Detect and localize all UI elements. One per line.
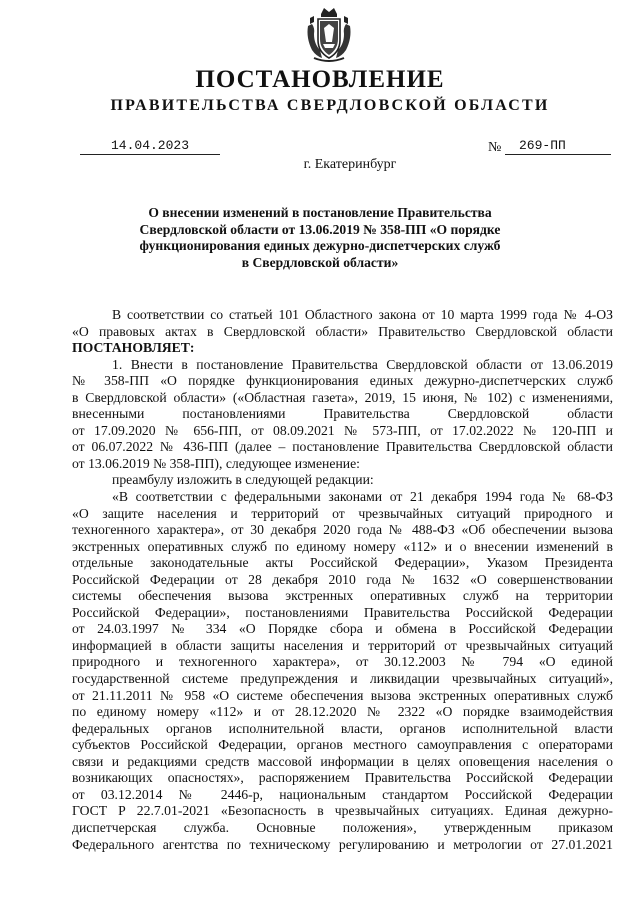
body-text-line: от 13.06.2019 № 358-ПП), следующее изменение: <box>72 455 360 471</box>
body-text-line: федеральных органов исполнительной власти, органов исполнительной власти <box>72 720 613 736</box>
document-date: 14.04.2023 <box>80 138 220 155</box>
body-text-line: от 24.03.1997 № 334 «О Порядке сбора и обмена в Российской Федерации <box>72 621 613 637</box>
body-text-line: Российской Федерации от 28 декабря 2010 года № 1632 «О совершенствовании <box>72 571 613 587</box>
body-text-line: связи и редакциями средств массовой информации в целях оповещения населения о <box>72 753 613 769</box>
document-subject <box>130 205 510 271</box>
subject-line: функционирования единых дежурно-диспетчерских служб <box>139 238 501 253</box>
body-text-line: Российской Федерации», постановлениями Правительства Российской Федерации <box>72 604 613 620</box>
body-text-line: 1. Внести в постановление Правительства Свердловской области от 13.06.2019 <box>112 356 613 372</box>
body-text-line: внесенными постановлениями Правительства Свердловской области <box>72 406 613 422</box>
coat-of-arms-icon <box>304 6 354 64</box>
body-text-line: № 358-ПП «О порядке функционирования единых дежурно-диспетчерских служб <box>72 373 613 389</box>
issuer-title: ПРАВИТЕЛЬСТВА СВЕРДЛОВСКОЙ ОБЛАСТИ <box>110 97 550 114</box>
body-text-line: от 06.07.2022 № 436-ПП (далее – постановление Правительства Свердловской области <box>72 439 613 455</box>
body-text-line: системы обеспечения вызова экстренных оперативных служб на территории <box>72 588 613 604</box>
body-text-line: отдельные законодательные акты Российской Федерации», Указом Президента <box>72 555 613 571</box>
body-text-line: диспетчерская служба. Основные положения», утвержденным приказом <box>72 819 613 835</box>
body-text-line: возникающих опасностях», распоряжением Правительства Российской Федерации <box>72 770 613 786</box>
body-text-line: природного и техногенного характера», от 30.12.2003 № 794 «О единой <box>72 654 613 670</box>
body-text-line: субъектов Российской Федерации, органов местного самоуправления с операторами <box>72 737 613 753</box>
body-text-line: от 03.12.2014 № 2446-р, национальным стандартом Российской Федерации <box>72 786 613 802</box>
document-body <box>72 307 613 853</box>
body-text-line: от 21.11.2011 № 958 «О системе обеспечения вызова экстренных оперативных служб <box>72 687 613 703</box>
subject-line: Свердловской области от 13.06.2019 № 358-ПП «О порядке <box>139 221 501 237</box>
body-text-line: от 17.09.2020 № 656-ПП, от 08.09.2021 № 573-ПП, от 17.02.2022 № 120-ПП и <box>72 422 613 438</box>
body-text-line: В соответствии со статьей 101 Областного закона от 10 марта 1999 года № 4-ОЗ <box>112 307 613 322</box>
body-text-line: преамбулу изложить в следующей редакции: <box>112 472 374 488</box>
subject-line: О внесении изменений в постановление Правительства <box>148 205 492 220</box>
body-text-line: «В соответствии с федеральными законами от 21 декабря 1994 года № 68-ФЗ <box>112 489 613 505</box>
body-text-line: «О правовых актах в Свердловской области» Правительство Свердловской области <box>72 323 613 339</box>
document-number: 269-ПП <box>505 138 611 155</box>
number-sign: № <box>488 140 502 155</box>
document-title: ПОСТАНОВЛЕНИЕ <box>195 66 445 93</box>
body-text-line: техногенного характера», от 30 декабря 2020 года № 488-ФЗ «Об обеспечении вызова <box>72 522 613 538</box>
body-text-line: ПОСТАНОВЛЯЕТ: <box>72 340 195 356</box>
body-text-line: «О защите населения и территорий от чрезвычайных ситуаций природного и <box>72 505 613 521</box>
body-text-line: экстренных оперативных служб по единому номеру «112» и о внесении изменений в <box>72 538 613 554</box>
body-text-line: информацией в области защиты населения и территорий от чрезвычайных ситуаций <box>72 637 613 653</box>
body-text-line: ГОСТ Р 22.7.01-2021 «Безопасность в чрезвычайных ситуациях. Единая дежурно- <box>72 803 613 819</box>
body-text-line: по единому номеру «112» и от 28.12.2020 № 2322 «О порядке взаимодействия <box>72 704 613 720</box>
subject-line: в Свердловской области» <box>241 254 399 270</box>
body-text-line: государственной системе предупреждения и ликвидации чрезвычайных ситуаций», <box>72 671 613 687</box>
city: г. Екатеринбург <box>303 157 397 172</box>
body-text-line: в Свердловской области» («Областная газета», 2019, 15 июня, № 102) с изменениями, <box>72 389 613 405</box>
body-text-line: Федерального агентства по техническому регулированию и метрологии от 27.01.2021 <box>72 836 613 852</box>
